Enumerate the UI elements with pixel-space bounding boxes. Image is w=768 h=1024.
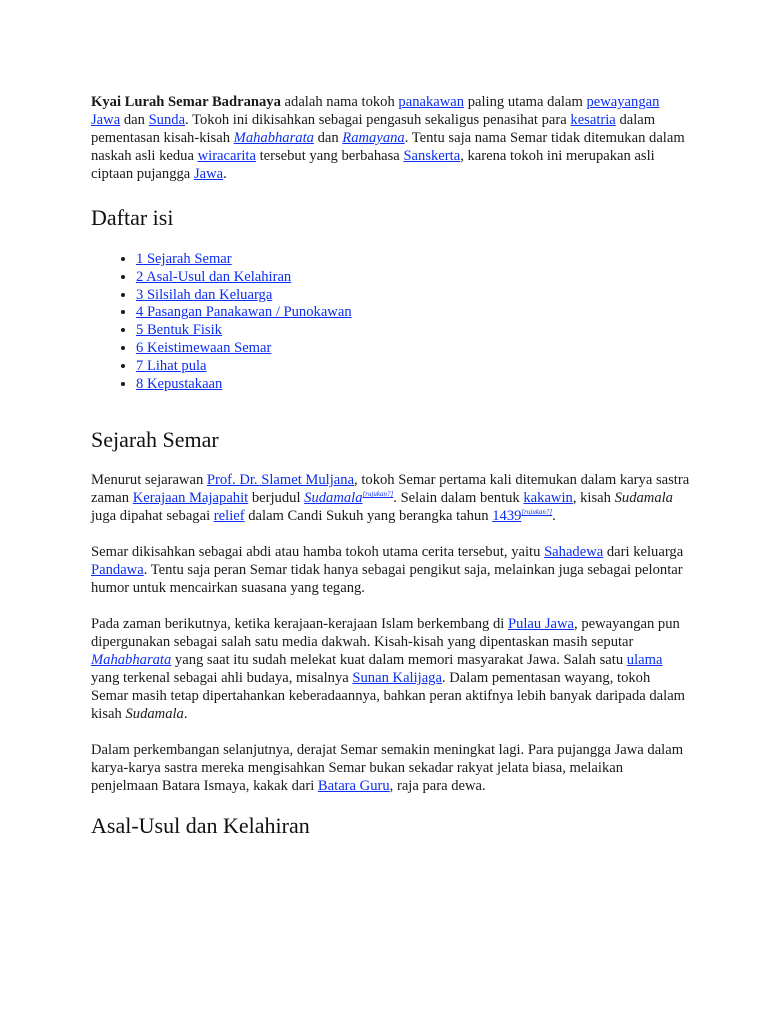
text-run: . Tokoh ini dikisahkan sebagai pengasuh sekaligus penasihat para <box>185 112 571 128</box>
text-run: Menurut sejarawan <box>91 472 207 489</box>
text-run: . <box>552 508 556 525</box>
toc-item <box>136 358 691 376</box>
text-run: . Tentu saja nama Semar tidak ditemukan dalam naskah asli kedua <box>91 130 685 164</box>
link-1439[interactable]: 1439 <box>492 508 522 525</box>
text-run: yang terkenal sebagai ahli budaya, misalnya <box>91 670 353 687</box>
link-wiracarita[interactable]: wiracarita <box>197 148 256 164</box>
link-sudamala[interactable]: Sudamala <box>304 490 363 507</box>
text-run: adalah nama tokoh <box>280 94 399 110</box>
text-run: berjudul <box>248 490 305 507</box>
link-panakawan[interactable]: panakawan <box>398 94 465 110</box>
toc-item <box>136 376 691 394</box>
link-sunan-kalijaga[interactable]: Sunan Kalijaga <box>352 670 442 687</box>
link-relief[interactable]: relief <box>213 508 245 525</box>
intro-bold-title: Kyai Lurah Semar Badranaya <box>91 94 281 110</box>
link-pewayangan-jawa[interactable]: pewayangan Jawa <box>91 94 660 128</box>
link-sunda[interactable]: Sunda <box>148 112 186 128</box>
link-ramayana[interactable]: Ramayana <box>342 130 405 146</box>
text-run: tersebut yang berbahasa <box>255 148 404 164</box>
toc-heading: Daftar isi <box>91 205 174 230</box>
text-run: yang saat itu sudah melekat kuat dalam memori masyarakat Jawa. Salah satu <box>171 652 627 669</box>
citation-needed <box>521 508 552 516</box>
text-run: Semar dikisahkan sebagai abdi atau hamba tokoh utama cerita tersebut, yaitu <box>91 544 545 561</box>
toc-link-asal-usul[interactable]: 2 Asal-Usul dan Kelahiran <box>136 268 292 285</box>
link-mahabharata-2[interactable]: Mahabharata <box>91 652 172 669</box>
text-run: juga dipahat sebagai <box>91 508 214 525</box>
section-heading-asal-usul: Asal-Usul dan Kelahiran <box>91 813 310 839</box>
link-pulau-jawa[interactable]: Pulau Jawa <box>507 616 575 633</box>
text-run: dalam Candi Sukuh yang berangka tahun <box>244 508 493 525</box>
sejarah-paragraph-1 <box>91 471 691 525</box>
text-run: Dalam perkembangan selanjutnya, derajat Semar semakin meningkat lagi. Para pujangga Jawa dalam karya-karya sastra mereka mengisahkan Semar bukan sekadar rakyat jelata biasa, melaikan penjelmaan Batara Ismaya, kakak dari <box>91 742 684 795</box>
link-kakawin[interactable]: kakawin <box>523 490 573 507</box>
text-run: , karena tokoh ini merupakan asli ciptaan pujangga <box>91 148 655 182</box>
table-of-contents <box>91 251 691 393</box>
text-run: . <box>223 166 227 182</box>
link-kesatria[interactable]: kesatria <box>570 112 616 128</box>
section-heading-sejarah: Sejarah Semar <box>91 427 219 453</box>
toc-link-keistimewaan[interactable]: 6 Keistimewaan Semar <box>136 339 272 356</box>
text-run: dan <box>120 112 149 128</box>
toc-item <box>136 340 691 358</box>
text-run: dari keluarga <box>603 544 684 561</box>
text-run: dan <box>313 130 343 146</box>
toc-link-bentuk-fisik[interactable]: 5 Bentuk Fisik <box>136 322 222 339</box>
text-run: , pewayangan pun dipergunakan sebagai salah satu media dakwah. Kisah-kisah yang dipentaskan masih seputar <box>91 616 680 651</box>
text-run: paling utama dalam <box>464 94 587 110</box>
toc-item <box>136 287 691 305</box>
toc-link-pasangan-panakawan[interactable]: 4 Pasangan Panakawan / Punokawan <box>136 304 352 321</box>
text-run: . Tentu saja peran Semar tidak hanya sebagai pengikut saja, melainkan juga sebagai pelontar humor untuk mencairkan suasana yang tegang. <box>91 562 683 597</box>
link-kerajaan-majapahit[interactable]: Kerajaan Majapahit <box>132 490 249 507</box>
toc-link-kepustakaan[interactable]: 8 Kepustakaan <box>136 375 223 392</box>
toc-link-sejarah-semar[interactable]: 1 Sejarah Semar <box>136 251 232 267</box>
link-ulama[interactable]: ulama <box>626 652 663 669</box>
text-run: , kisah <box>572 490 615 507</box>
link-pandawa[interactable]: Pandawa <box>91 562 144 579</box>
toc-item <box>136 304 691 322</box>
toc-link-lihat-pula[interactable]: 7 Lihat pula <box>136 357 207 374</box>
citation-link[interactable]: [rujukan?] <box>521 508 553 517</box>
link-sahadewa[interactable]: Sahadewa <box>544 544 604 561</box>
sejarah-paragraph-3 <box>91 615 691 723</box>
text-run: dalam pementasan kisah-kisah <box>91 112 656 146</box>
toc-item <box>136 251 691 269</box>
text-run: Pada zaman berikutnya, ketika kerajaan-kerajaan Islam berkembang di <box>91 616 508 633</box>
italic-sudamala: Sudamala <box>614 490 673 507</box>
toc-item <box>136 269 691 287</box>
text-run: . Dalam pementasan wayang, tokoh Semar masih tetap dipertahankan keberadaannya, bahkan peran aktifnya lebih banyak daripada dalam kisah <box>91 670 686 723</box>
toc-link-silsilah[interactable]: 3 Silsilah dan Keluarga <box>136 286 273 303</box>
link-slamet-muljana[interactable]: Prof. Dr. Slamet Muljana <box>206 472 355 489</box>
text-run: , tokoh Semar pertama kali ditemukan dalam karya sastra zaman <box>91 472 690 507</box>
text-run: , raja para dewa. <box>389 778 486 795</box>
citation-needed <box>363 490 394 498</box>
text-run: . Selain dalam bentuk <box>393 490 524 507</box>
link-jawa[interactable]: Jawa <box>193 166 224 182</box>
link-mahabharata[interactable]: Mahabharata <box>233 130 314 146</box>
toc-item <box>136 322 691 340</box>
article-content <box>91 93 691 839</box>
sejarah-paragraph-4 <box>91 741 691 795</box>
text-run: . <box>183 706 188 723</box>
italic-sudamala: Sudamala <box>125 706 184 723</box>
link-batara-guru[interactable]: Batara Guru <box>317 778 390 795</box>
citation-link[interactable]: [rujukan?] <box>362 490 394 499</box>
sejarah-paragraph-2 <box>91 543 691 597</box>
intro-paragraph <box>91 93 691 183</box>
link-sanskerta[interactable]: Sanskerta <box>403 148 461 164</box>
